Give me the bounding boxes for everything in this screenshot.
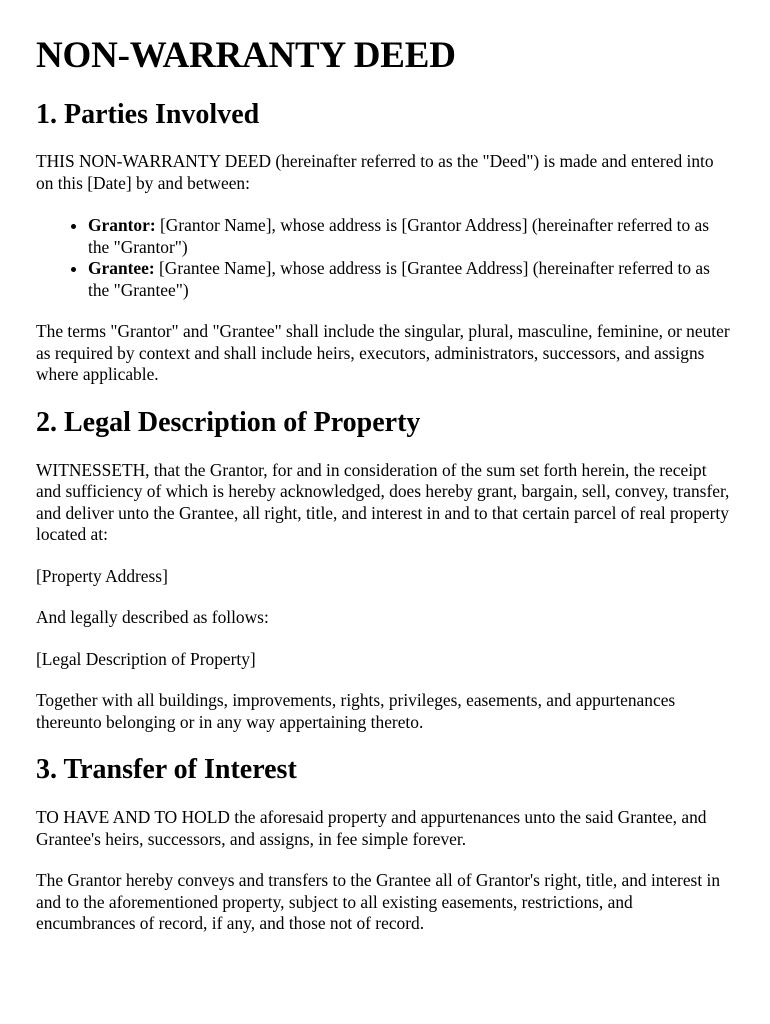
section-heading-legal: 2. Legal Description of Property xyxy=(36,406,421,438)
section-heading-transfer: 3. Transfer of Interest xyxy=(36,754,297,785)
habendum-paragraph: TO HAVE AND TO HOLD the aforesaid property and appurtenances unto the said Grantee, and Grantee's heirs, successors, and assigns, in fee simple forever. xyxy=(36,807,707,849)
terms-paragraph: The terms "Grantor" and "Grantee" shall include the singular, plural, masculine, feminine, or neuter as required by context and shall include heirs, executors, administrators, successors, and assigns where applicable. xyxy=(36,321,730,384)
grantee-label: Grantee: xyxy=(88,258,155,278)
grantor-text: [Grantor Name], whose address is [Grantor Address] (hereinafter referred to as the "Grantor") xyxy=(88,215,709,257)
parties-list xyxy=(36,215,734,301)
property-address-paragraph: [Property Address] xyxy=(36,565,168,586)
conveys-paragraph: The Grantor hereby conveys and transfers to the Grantee all of Grantor's right, title, and interest in and to the aforementioned property, subject to all existing easements, restrictions, and encumbrances of record, if any, and those not of record. xyxy=(36,870,721,933)
section-heading-parties: 1. Parties Involved xyxy=(36,99,260,130)
list-item-grantor xyxy=(88,215,734,258)
parties-intro-paragraph: THIS NON-WARRANTY DEED (hereinafter referred to as the "Deed") is made and entered into on this [Date] by and between: xyxy=(36,151,714,193)
grantee-text: [Grantee Name], whose address is [Grantee Address] (hereinafter referred to as the "Grantee") xyxy=(88,258,710,300)
legal-description-paragraph: [Legal Description of Property] xyxy=(36,648,256,669)
section-legal-description xyxy=(36,406,734,734)
witnesseth-paragraph: WITNESSETH, that the Grantor, for and in consideration of the sum set forth herein, the receipt and sufficiency of which is hereby acknowledged, does hereby grant, bargain, sell, convey, transfer, and deliver unto the Grantee, all right, title, and interest in and to that certain parcel of real property located at: xyxy=(36,459,730,544)
list-item-grantee xyxy=(88,258,734,301)
together-paragraph: Together with all buildings, improvements, rights, privileges, easements, and appurtenances thereunto belonging or in any way appertaining thereto. xyxy=(36,690,676,732)
section-transfer xyxy=(36,753,734,935)
described-paragraph: And legally described as follows: xyxy=(36,607,269,627)
grantor-label: Grantor: xyxy=(88,215,156,235)
document-title: NON-WARRANTY DEED xyxy=(36,35,456,76)
section-parties xyxy=(36,98,734,386)
